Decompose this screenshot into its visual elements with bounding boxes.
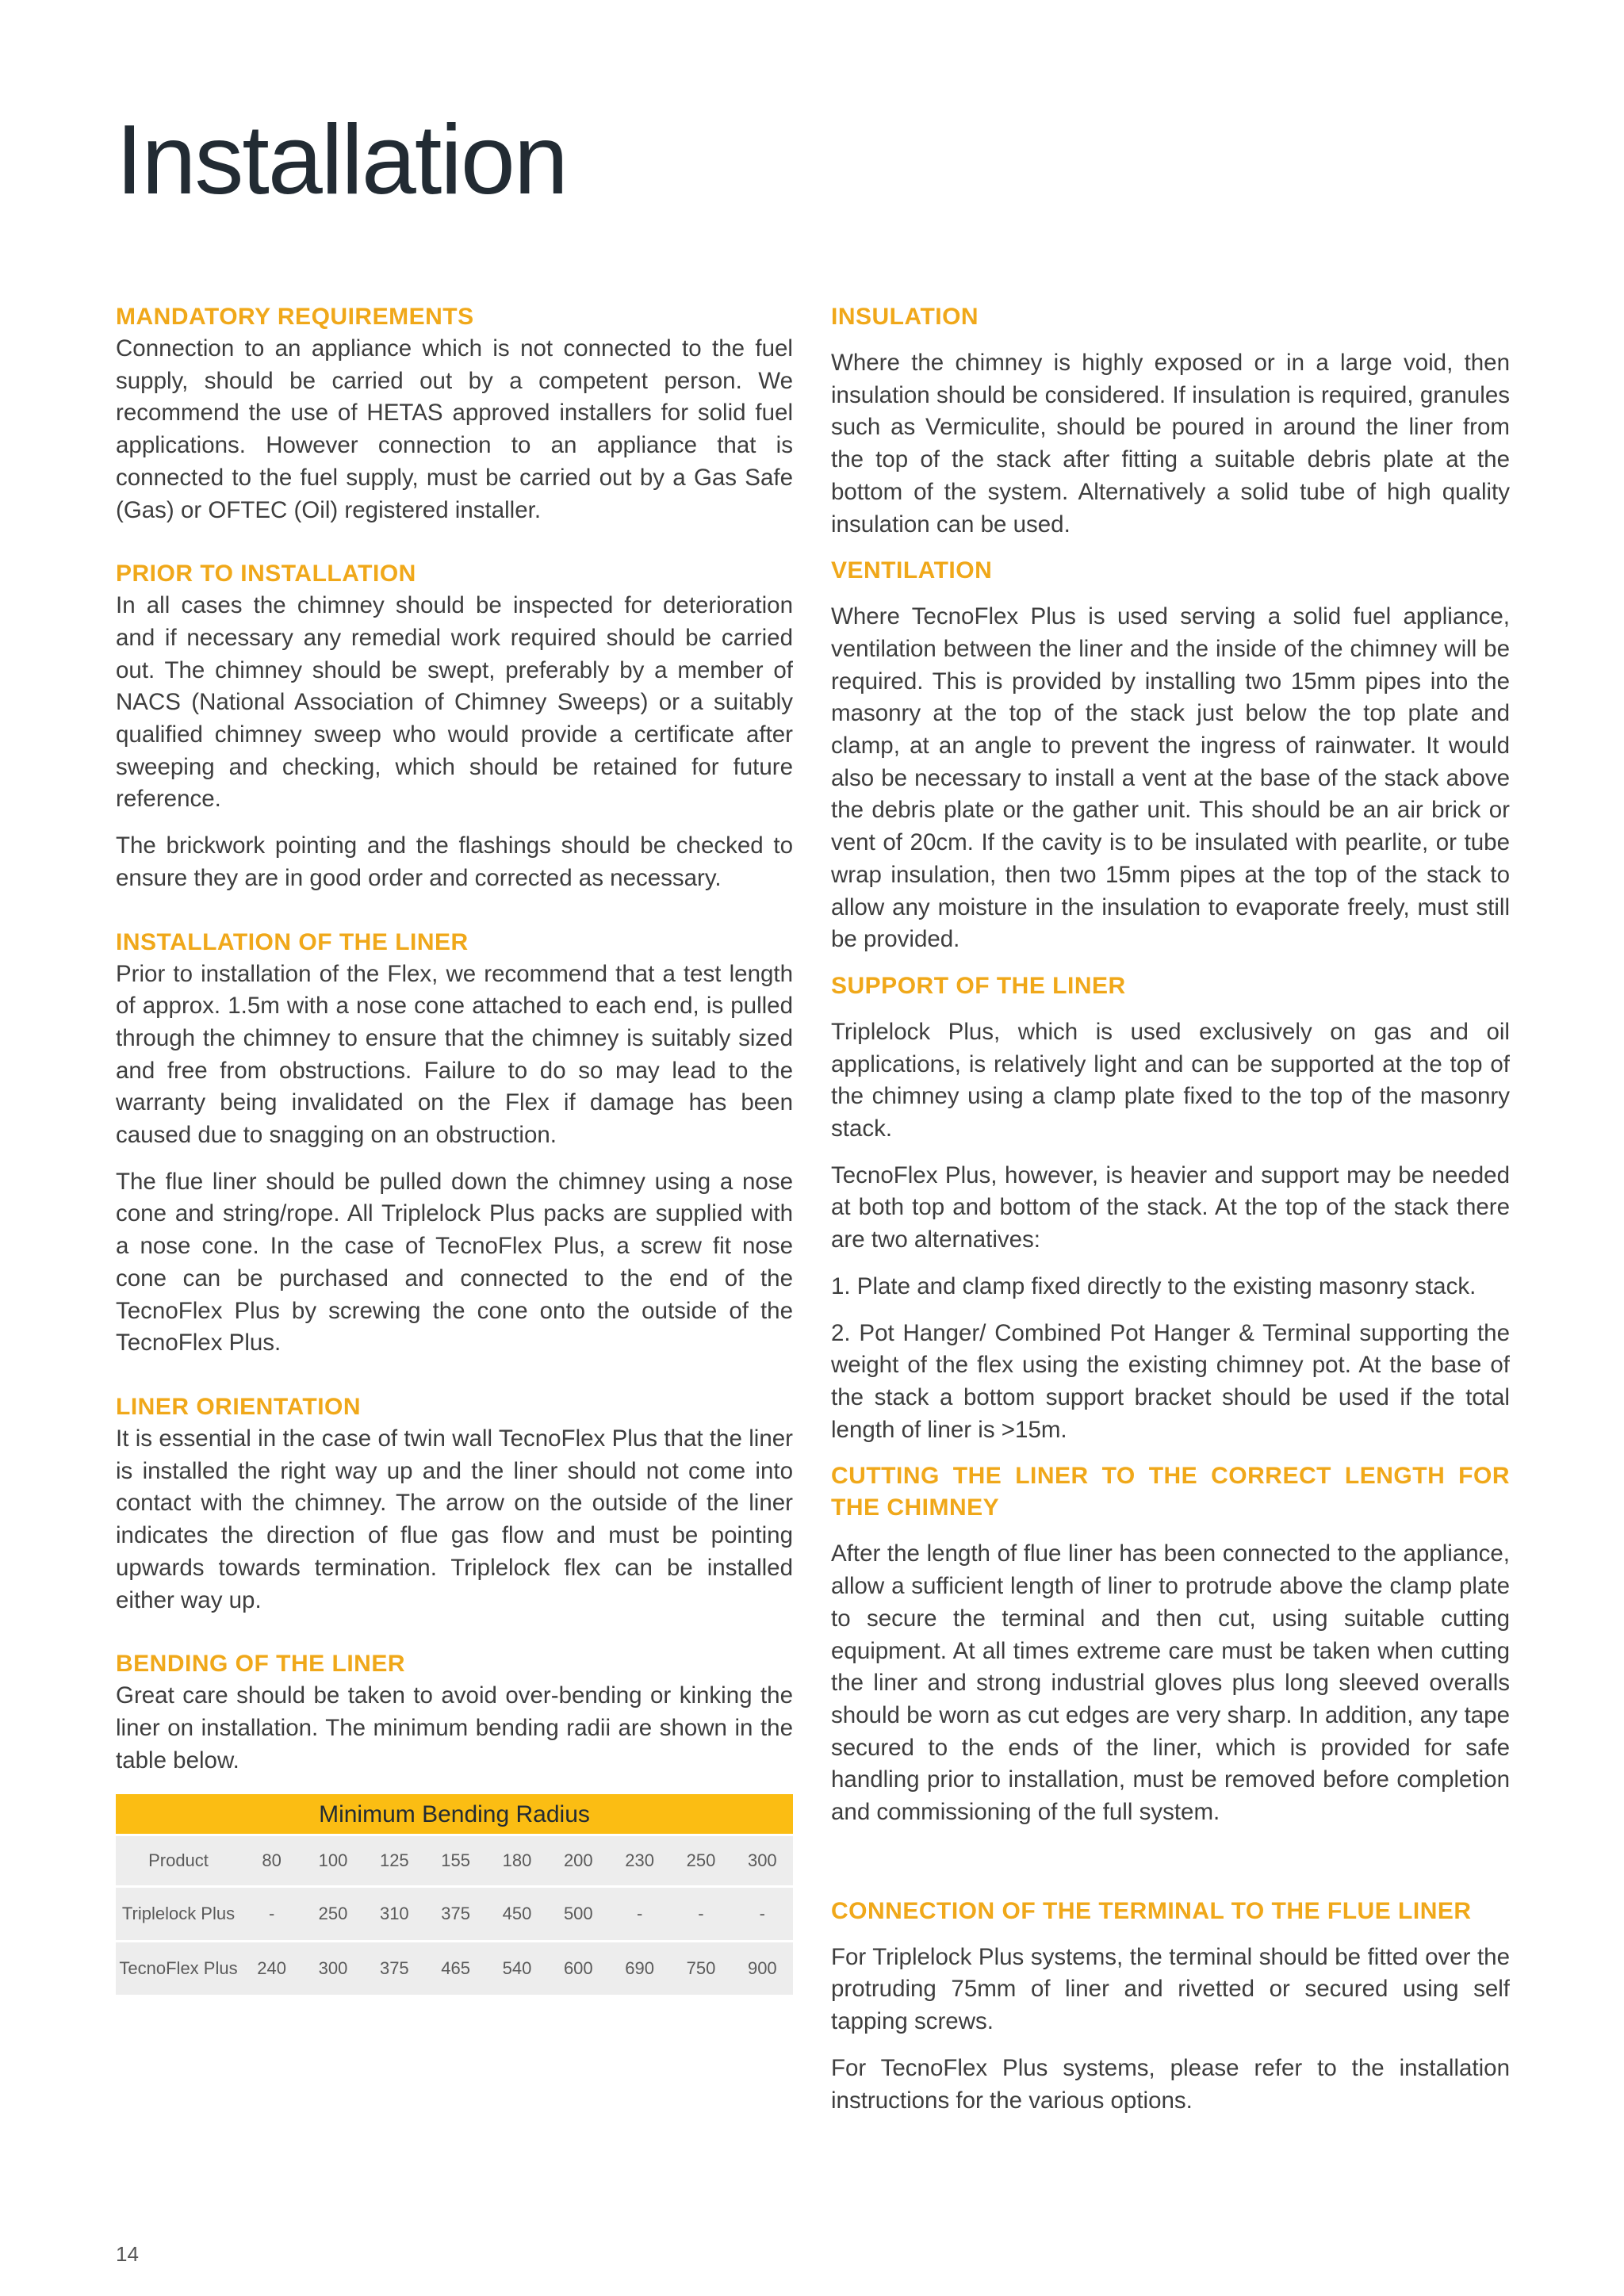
bending-radius-table (116, 1794, 793, 1995)
section-heading: CONNECTION OF THE TERMINAL TO THE FLUE LINER (831, 1897, 1472, 1924)
page-number: 14 (116, 2242, 139, 2266)
table-row (116, 1942, 793, 1996)
section-heading: MANDATORY REQUIREMENTS (116, 304, 474, 330)
section-heading: LINER ORIENTATION (116, 1393, 362, 1420)
table-cell: Triplelock Plus (116, 1887, 241, 1942)
table-header-cell: Product (116, 1835, 241, 1887)
table-cell: 600 (548, 1942, 609, 1996)
section-paragraph: For TecnoFlex Plus systems, please refer to the installation instructions for the various options. (831, 2054, 1510, 2114)
table-cell: 310 (364, 1887, 425, 1942)
table-cell: 900 (732, 1942, 793, 1996)
section-heading: BENDING OF THE LINER (116, 1651, 406, 1678)
section-paragraph: It is essential in the case of twin wall TecnoFlex Plus that the liner is installed the right way up and the liner should not come into contact with the chimney. The arrow on the outside of the liner indicates the direction of flue gas flow and must be pointing upwards towards termination. Triplelock flex can be installed either way up. (116, 1425, 793, 1613)
table-cell: TecnoFlex Plus (116, 1942, 241, 1996)
table-cell: 300 (302, 1942, 363, 1996)
left-column (116, 301, 793, 1995)
section-insulation (831, 301, 1510, 541)
section-paragraph: Connection to an appliance which is not connected to the fuel supply, should be carried out by a competent person. We recommend the use of HETAS approved installers for solid fuel applications. However connection to an appliance that is connected to the fuel supply, must be carried out by a Gas Safe (Gas) or OFTEC (Oil) registered installer. (116, 335, 793, 523)
table-header-cell: 200 (548, 1835, 609, 1887)
table-cell: 375 (364, 1942, 425, 1996)
section-paragraph: For Triplelock Plus systems, the terminal should be fitted over the protruding 75mm of liner and rivetted or secured using self tapping screws. (831, 1943, 1510, 2035)
page-title: Installation (116, 105, 567, 215)
table-cell: 450 (486, 1887, 547, 1942)
section-prior-to-installation (116, 558, 793, 894)
table-header-cell: 80 (241, 1835, 302, 1887)
table-row (116, 1887, 793, 1942)
section-paragraph: After the length of flue liner has been connected to the appliance, allow a sufficient length of liner to protrude above the clamp plate to secure the terminal and then cut, using suitable cutting equipment. At all times extreme care must be taken when cutting the liner and strong industrial gloves plus long sleeved overalls should be worn as cut edges are very sharp. In addition, any tape secured to the ends of the liner, which is provided for safe handling prior to installation, must be removed before completion and commissioning of the full system. (831, 1540, 1510, 1826)
section-paragraph: The flue liner should be pulled down the chimney using a nose cone and string/rope. All Triplelock Plus packs are supplied with a nose cone. In the case of TecnoFlex Plus, a screw fit nose cone can be purchased and connected to the end of the TecnoFlex Plus by screwing the cone onto the outside of the TecnoFlex Plus. (116, 1168, 793, 1357)
section-paragraph: Great care should be taken to avoid over-bending or kinking the liner on installation. The minimum bending radii are shown in the table below. (116, 1682, 793, 1774)
right-column (831, 301, 1510, 2149)
section-paragraph: In all cases the chimney should be inspected for deterioration and if necessary any remedial work required should be carried out. The chimney should be swept, preferably by a member of NACS (National Association of Chimney Sweeps) or a suitably qualified chimney sweep who would provide a certificate after sweeping and checking, which should be retained for future reference. (116, 592, 793, 813)
table-cell: 465 (425, 1942, 486, 1996)
section-connection-of-the-terminal (831, 1896, 1510, 2118)
table-cell: 540 (486, 1942, 547, 1996)
table-header-cell: 250 (670, 1835, 731, 1887)
table-cell: 375 (425, 1887, 486, 1942)
section-paragraph: The brickwork pointing and the flashings should be checked to ensure they are in good order and corrected as necessary. (116, 832, 793, 891)
section-paragraph: Where the chimney is highly exposed or in a large void, then insulation should be considered. If insulation is required, granules such as Vermiculite, should be poured in around the liner from the top of the stack after fitting a suitable debris plate at the bottom of the system. Alternatively a solid tube of high quality insulation can be used. (831, 350, 1510, 538)
section-heading: INSTALLATION OF THE LINER (116, 928, 469, 955)
table-body (116, 1834, 793, 1995)
table-cell: 690 (609, 1942, 670, 1996)
table-title: Minimum Bending Radius (116, 1794, 793, 1834)
section-paragraph: Prior to installation of the Flex, we recommend that a test length of approx. 1.5m with a nose cone attached to each end, is pulled through the chimney to ensure that the chimney is suitably sized and free from obstructions. Failure to do so may lead to the warranty being invalidated on the Flex if damage has been caused due to snagging on an obstruction. (116, 960, 793, 1149)
section-ventilation (831, 555, 1510, 956)
section-paragraph: 1. Plate and clamp fixed directly to the existing masonry stack. (831, 1272, 1477, 1299)
table-cell: - (241, 1887, 302, 1942)
table-cell: - (609, 1887, 670, 1942)
section-paragraph: TecnoFlex Plus, however, is heavier and support may be needed at both top and bottom of the stack. At the top of the stack there are two alternatives: (831, 1161, 1510, 1253)
section-heading: VENTILATION (831, 557, 993, 584)
section-heading: CUTTING THE LINER TO THE CORRECT LENGTH FOR THE CHIMNEY (831, 1463, 1510, 1521)
section-paragraph: Where TecnoFlex Plus is used serving a solid fuel appliance, ventilation between the liner and the inside of the chimney will be required. This is provided by installing two 15mm pipes into the masonry at the top of the stack just below the top plate and clamp, at an angle to prevent the ingress of rainwater. It would also be necessary to install a vent at the base of the stack above the debris plate or the gather unit. This should be an air brick or vent of 20cm. If the cavity is to be insulated with pearlite, or tube wrap insulation, then two 15mm pipes at the top of the stack to allow any moisture in the insulation to evaporate freely, must still be provided. (831, 603, 1510, 953)
section-heading: INSULATION (831, 304, 979, 330)
section-liner-orientation (116, 1391, 793, 1617)
table-header-cell: 300 (732, 1835, 793, 1887)
table-cell: 250 (302, 1887, 363, 1942)
section-support-of-the-liner (831, 970, 1510, 1446)
table-cell: - (732, 1887, 793, 1942)
section-bending-of-the-liner (116, 1648, 793, 1777)
table-header-cell: 230 (609, 1835, 670, 1887)
section-heading: SUPPORT OF THE LINER (831, 972, 1126, 999)
section-heading: PRIOR TO INSTALLATION (116, 561, 416, 587)
table-header-cell: 155 (425, 1835, 486, 1887)
section-paragraph: 2. Pot Hanger/ Combined Pot Hanger & Terminal supporting the weight of the flex using the existing chimney pot. At the base of the stack a bottom support bracket should be used if the total length of liner is >15m. (831, 1319, 1510, 1443)
table-cell: - (670, 1887, 731, 1942)
table-header-cell: 180 (486, 1835, 547, 1887)
table-cell: 240 (241, 1942, 302, 1996)
table-cell: 750 (670, 1942, 731, 1996)
table-cell: 500 (548, 1887, 609, 1942)
section-cutting-the-liner (831, 1460, 1510, 1828)
section-installation-of-the-liner (116, 927, 793, 1360)
section-mandatory-requirements (116, 301, 793, 526)
table-header-row (116, 1835, 793, 1887)
table-header-cell: 100 (302, 1835, 363, 1887)
section-paragraph: Triplelock Plus, which is used exclusively on gas and oil applications, is relatively light and can be supported at the top of the chimney using a clamp plate fixed to the top of the masonry stack. (831, 1018, 1510, 1142)
table-header-cell: 125 (364, 1835, 425, 1887)
